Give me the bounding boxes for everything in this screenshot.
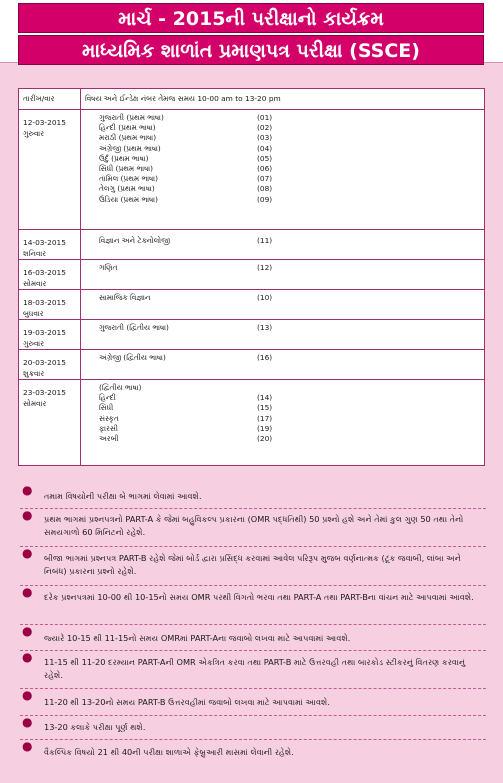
date-cell — [19, 320, 81, 350]
date: 23-03-2015 — [23, 388, 66, 397]
date: 14-03-2015 — [23, 238, 66, 247]
instruction-text: દરેક પ્રશ્નપત્રમાં 10-00 થી 10-15નો સમય OMR પરથી વિગતો ભરવા તથા PART-A તથા PART-Bના વાંચન માટે આપવામાં આવશે. — [44, 592, 474, 602]
date: 16-03-2015 — [23, 268, 66, 277]
weekday: સોમવાર — [23, 279, 47, 288]
subject-code: (05) — [257, 153, 273, 163]
date-cell — [19, 260, 81, 290]
subject-name: ફારસી — [99, 423, 119, 433]
table-row — [19, 320, 485, 350]
instruction-item — [20, 651, 486, 689]
subject-name: ઉર્દુ (પ્રથમ ભાષા) — [99, 153, 149, 163]
subject-line — [99, 424, 480, 434]
subject-code: (14) — [257, 393, 273, 403]
subject-cell — [81, 230, 485, 260]
subject-name: વિજ્ઞાન અને ટેક્નોલોજી — [99, 236, 170, 245]
subject-code: (16) — [257, 353, 273, 362]
subject-name: ગુજરાતી (દ્વિતીય ભાષા) — [99, 323, 169, 332]
subject-name: તામિલ (પ્રથમ ભાષા) — [99, 174, 159, 184]
bullet-icon: ● — [22, 546, 33, 560]
subject-line — [99, 123, 480, 133]
instruction-item — [20, 547, 486, 586]
date-cell — [19, 350, 81, 380]
date: 19-03-2015 — [23, 328, 66, 337]
subject-name: તેલગુ (પ્રથમ ભાષા) — [99, 184, 155, 194]
subject-cell — [81, 110, 485, 230]
subject-line — [99, 195, 480, 205]
subject-name: અરબી — [99, 434, 119, 444]
subject-code: (07) — [257, 174, 273, 184]
subject-code: (20) — [257, 434, 273, 444]
date-cell — [19, 110, 81, 230]
subject-line — [99, 323, 480, 333]
instruction-text: બીજા ભાગમાં પ્રશ્નપત્ર PART-B રહેશે જેમાં બોર્ડ દ્વારા પ્રસિદ્ધ કરવામાં આવેલ પરિરૂપ મુજબ વર્ણનાત્મક (ટૂંક જવાબી, લાંબા અને નિબંધ) પ્રકારના પ્રશ્નો રહેશે. — [44, 553, 461, 576]
subject-group-heading: (દ્વિતીય ભાષા) — [99, 383, 142, 392]
instruction-text: પ્રથમ ભાગમાં પ્રશ્નપત્રનો PART-A કે જેમાં બહુવિકલ્પ પ્રકારના (OMR પદ્ધતિથી) 50 પ્રશ્નો હશે અને તેમાં કુલ ગુણ 50 તથા તેનો સમયગાળો 60 મિનિટનો રહેશે. — [44, 514, 464, 537]
bullet-icon: ● — [22, 585, 33, 599]
schedule-table — [18, 88, 485, 466]
subject-code: (08) — [257, 184, 273, 194]
bullet-icon: ● — [22, 508, 33, 522]
subject-line — [99, 414, 480, 424]
subject-line — [99, 434, 480, 444]
table-row — [19, 380, 485, 466]
subject-code: (17) — [257, 413, 273, 423]
table-row — [19, 350, 485, 380]
subject-name: મરાઠી (પ્રથમ ભાષા) — [99, 133, 157, 143]
subject-code: (03) — [257, 133, 273, 143]
bullet-icon: ● — [22, 650, 33, 664]
subject-line — [99, 393, 480, 403]
subject-cell — [81, 380, 485, 466]
subject-cell — [81, 350, 485, 380]
table-row — [19, 260, 485, 290]
weekday: શુક્રવાર — [23, 369, 45, 378]
date: 18-03-2015 — [23, 298, 66, 307]
instruction-item — [20, 740, 486, 765]
column-header-date: તારીખ/વાર — [19, 89, 81, 110]
subject-name: સિંધી (પ્રથમ ભાષા) — [99, 164, 154, 174]
instruction-item — [20, 484, 486, 509]
subject-line — [99, 144, 480, 154]
subject-code: (06) — [257, 164, 273, 174]
column-header-subject: વિષય અને ઈન્ડેક્ષ નંબર તેમજ સમય 10-00 am to 13-20 pm — [81, 89, 485, 110]
subject-name: અંગ્રેજી (પ્રથમ ભાષા) — [99, 143, 161, 153]
subject-name: અંગ્રેજી (દ્વિતીય ભાષા) — [99, 353, 166, 362]
table-row — [19, 230, 485, 260]
bullet-icon: ● — [22, 688, 33, 702]
subject-line — [99, 174, 480, 184]
subject-code: (19) — [257, 423, 273, 433]
date: 20-03-2015 — [23, 358, 66, 367]
subject-line — [99, 353, 480, 363]
bullet-icon: ● — [22, 739, 33, 753]
bullet-icon: ● — [22, 483, 33, 497]
instruction-text: તમામ વિષયોની પરીક્ષા બે ભાગમાં લેવામાં આવશે. — [44, 491, 202, 501]
date-cell — [19, 380, 81, 466]
instruction-item — [20, 586, 486, 625]
weekday: બુધવાર — [23, 309, 44, 318]
weekday: ગુરુવાર — [23, 339, 45, 348]
bullet-icon: ● — [22, 624, 33, 638]
instructions-list — [20, 484, 486, 765]
weekday: ગુરુવાર — [23, 129, 45, 138]
table-header-row — [19, 89, 485, 110]
subject-name: ગુજરાતી (પ્રથમ ભાષા) — [99, 113, 164, 122]
subject-line — [99, 184, 480, 194]
subject-code: (12) — [257, 263, 273, 272]
subject-name: ઉડિયા (પ્રથમ ભાષા) — [99, 194, 158, 204]
subject-name: સામાજિક વિજ્ઞાન — [99, 293, 151, 302]
weekday: સોમવાર — [23, 399, 47, 408]
subject-line — [99, 133, 480, 143]
page-title: માર્ચ - 2015ની પરીક્ષાનો કાર્યક્રમ — [18, 3, 484, 33]
subject-code: (13) — [257, 323, 273, 332]
subject-code: (11) — [257, 236, 273, 245]
subject-cell — [81, 290, 485, 320]
subject-line — [99, 293, 480, 303]
subject-name: ગણિત — [99, 263, 118, 272]
table-row — [19, 290, 485, 320]
date: 12-03-2015 — [23, 118, 66, 127]
subject-name: હિન્દી — [99, 393, 116, 403]
instruction-item — [20, 689, 486, 716]
subject-line — [99, 403, 480, 413]
instruction-item — [20, 625, 486, 651]
page-subtitle: માધ્યમિક શાળાંત પ્રમાણપત્ર પરીક્ષા (SSCE) — [18, 35, 484, 65]
subject-line — [99, 113, 480, 123]
subject-line — [99, 263, 480, 273]
subject-cell — [81, 320, 485, 350]
subject-cell — [81, 260, 485, 290]
instruction-text: જ્યારે 10-15 થી 11-15નો સમય OMRમાં PART-Aના જવાબો લખવા માટે આપવામાં આવશે. — [44, 633, 351, 643]
table-row — [19, 110, 485, 230]
instruction-text: વૈકલ્પિક વિષયો 21 થી 40ની પરીક્ષા શાળાએ ફેબ્રુઆરી માસમાં લેવાની રહેશે. — [44, 747, 294, 757]
subject-code: (15) — [257, 403, 273, 413]
subject-code: (01) — [257, 113, 273, 122]
subject-code: (04) — [257, 143, 273, 153]
subject-line — [99, 236, 480, 246]
subject-code: (10) — [257, 293, 273, 302]
bullet-icon: ● — [22, 715, 33, 729]
subject-name: હિન્દી (પ્રથમ ભાષા) — [99, 123, 156, 133]
date-cell — [19, 290, 81, 320]
subject-line — [99, 164, 480, 174]
instruction-item — [20, 716, 486, 740]
date-cell — [19, 230, 81, 260]
subject-name: સંસ્કૃત — [99, 413, 119, 423]
subject-name: સિંધી — [99, 403, 114, 413]
instruction-item — [20, 509, 486, 547]
subject-line — [99, 154, 480, 164]
instruction-text: 13-20 કલાકે પરીક્ષા પૂર્ણ થશે. — [44, 722, 146, 732]
weekday: શનિવાર — [23, 249, 47, 258]
instruction-text: 11-15 થી 11-20 દરમ્યાન PART-Aની OMR એકત્રિત કરવા તથા PART-B માટે ઉત્તરવહી તથા બારકોડ સ્ટીકરનું વિતરણ કરવાનું રહેશે. — [44, 657, 466, 680]
subject-code: (09) — [257, 194, 273, 204]
subject-code: (02) — [257, 123, 273, 133]
instruction-text: 11-20 થી 13-20નો સમય PART-B ઉત્તરવહીમાં જવાબો લખવા માટે આપવામાં આવશે. — [44, 697, 330, 707]
